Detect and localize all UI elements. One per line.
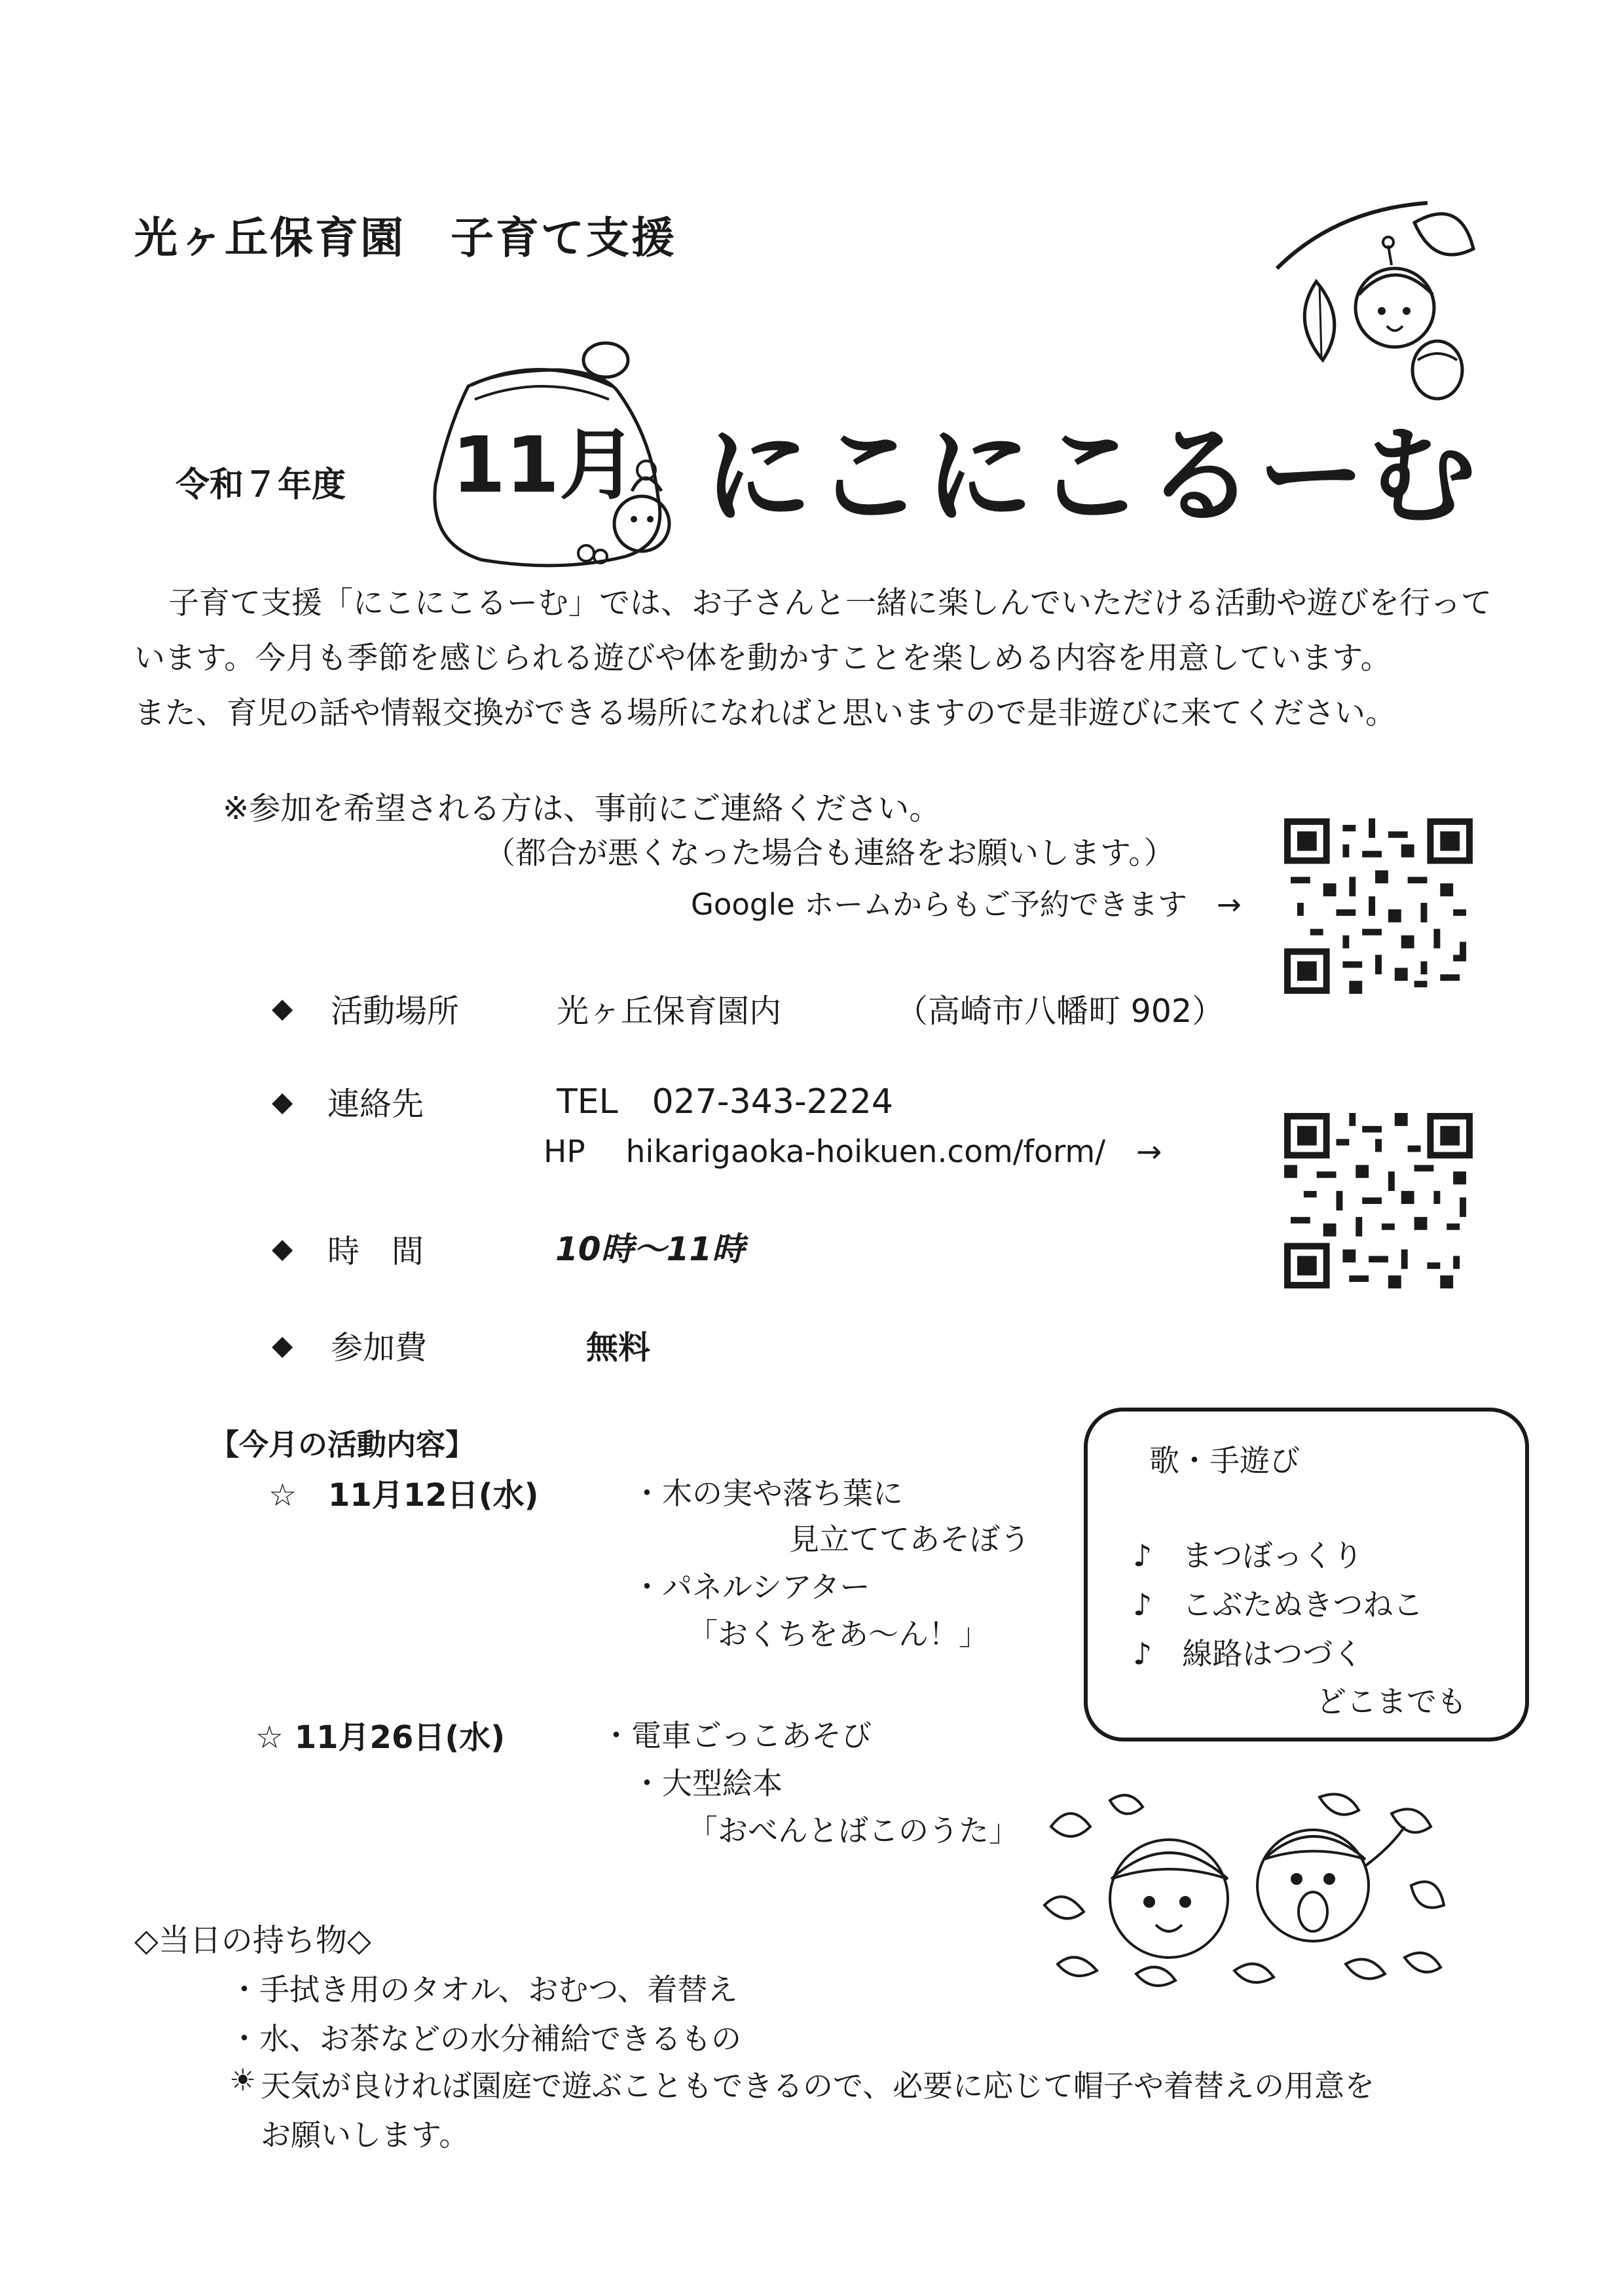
homepage-qr-code[interactable] — [1283, 1113, 1473, 1288]
homepage-link[interactable]: HP hikarigaoka-hoikuen.com/form/ → — [544, 1134, 1162, 1170]
weather-note-line-1: 天気が良ければ園庭で遊ぶこともできるので、必要に応じて帽子や着替えの用意を — [261, 2068, 1375, 2104]
belonging-item-2: ・水、お茶などの水分補給できるもの — [229, 2021, 741, 2056]
intro-line-1: 子育て支援「にこにこるーむ」では、お子さんと一緒に楽しんでいただける活動や遊びを行って — [168, 585, 1492, 621]
belongings-heading: ◇当日の持ち物◇ — [134, 1922, 371, 1959]
place-value: 光ヶ丘保育園内 — [557, 993, 782, 1030]
activity-2-item-2-cont: 「おべんとばこのうた」 — [688, 1813, 1019, 1848]
song-item-3: ♪ 線路はつづく — [1133, 1636, 1363, 1671]
fiscal-year: 令和７年度 — [175, 465, 346, 505]
phone-number[interactable]: TEL 027-343-2224 — [557, 1082, 893, 1121]
reservation-notice: ※参加を希望される方は、事前にご連絡ください。 — [223, 790, 941, 827]
song-item-2: ♪ こぶたぬきつねこ — [1133, 1587, 1424, 1622]
activities-heading: 【今月の活動内容】 — [210, 1427, 475, 1462]
activity-1-item-1-cont: 見立ててあそぼう — [789, 1522, 1030, 1557]
activity-2-item-2: ・大型絵本 — [632, 1766, 783, 1801]
diamond-bullet-icon: ◆ — [272, 1085, 293, 1118]
time-value: 10時～11時 — [555, 1230, 745, 1268]
songs-heading: 歌・手遊び — [1149, 1443, 1300, 1478]
activity-2-item-1: ・電車ごっこあそび — [601, 1718, 872, 1753]
intro-line-3: また、育児の話や情報交換ができる場所になればと思いますので是非遊びに来てください。 — [134, 695, 1396, 731]
diamond-bullet-icon: ◆ — [272, 1329, 293, 1361]
time-label: 時 間 — [327, 1233, 424, 1270]
google-form-qr-code[interactable] — [1283, 818, 1473, 994]
place-label: 活動場所 — [331, 993, 460, 1030]
diamond-bullet-icon: ◆ — [272, 992, 293, 1024]
place-address: （高崎市八幡町 902） — [896, 993, 1225, 1030]
google-form-note: Google ホームからもご予約できます → — [691, 887, 1242, 922]
intro-line-2: います。今月も季節を感じられる遊びや体を動かすことを楽しめる内容を用意しています。 — [134, 640, 1392, 676]
weather-note-line-2: お願いします。 — [261, 2117, 470, 2153]
month-label: 11月 — [452, 420, 637, 510]
diamond-bullet-icon: ◆ — [272, 1232, 293, 1264]
intro-paragraph — [134, 576, 1522, 741]
organization-title: 光ヶ丘保育園 子育て支援 — [134, 213, 676, 263]
contact-label: 連絡先 — [327, 1085, 424, 1123]
activity-1-item-1: ・木の実や落ち葉に — [632, 1476, 903, 1511]
acorn-mascot-illustration — [1264, 196, 1486, 412]
sun-icon: ☀ — [229, 2062, 257, 2098]
activity-1-item-2-cont: 「おくちをあ～ん！」 — [688, 1616, 989, 1652]
program-title: にこにこるーむ — [704, 413, 1479, 539]
children-leaves-illustration — [1038, 1787, 1450, 1997]
activity-1-item-2: ・パネルシアター — [632, 1569, 870, 1605]
activity-date-1: ☆ 11月12日(水) — [268, 1477, 539, 1514]
cancellation-notice: （都合が悪くなった場合も連絡をお願いします。） — [485, 835, 1175, 871]
belonging-item-1: ・手拭き用のタオル、おむつ、着替え — [229, 1972, 738, 2007]
song-item-1: ♪ まつぼっくり — [1133, 1538, 1363, 1573]
fee-value: 無料 — [586, 1329, 651, 1366]
activity-date-2: ☆ 11月26日(水) — [255, 1719, 506, 1756]
fee-label: 参加費 — [331, 1329, 428, 1366]
song-item-3-cont: どこまでも — [1316, 1684, 1467, 1719]
